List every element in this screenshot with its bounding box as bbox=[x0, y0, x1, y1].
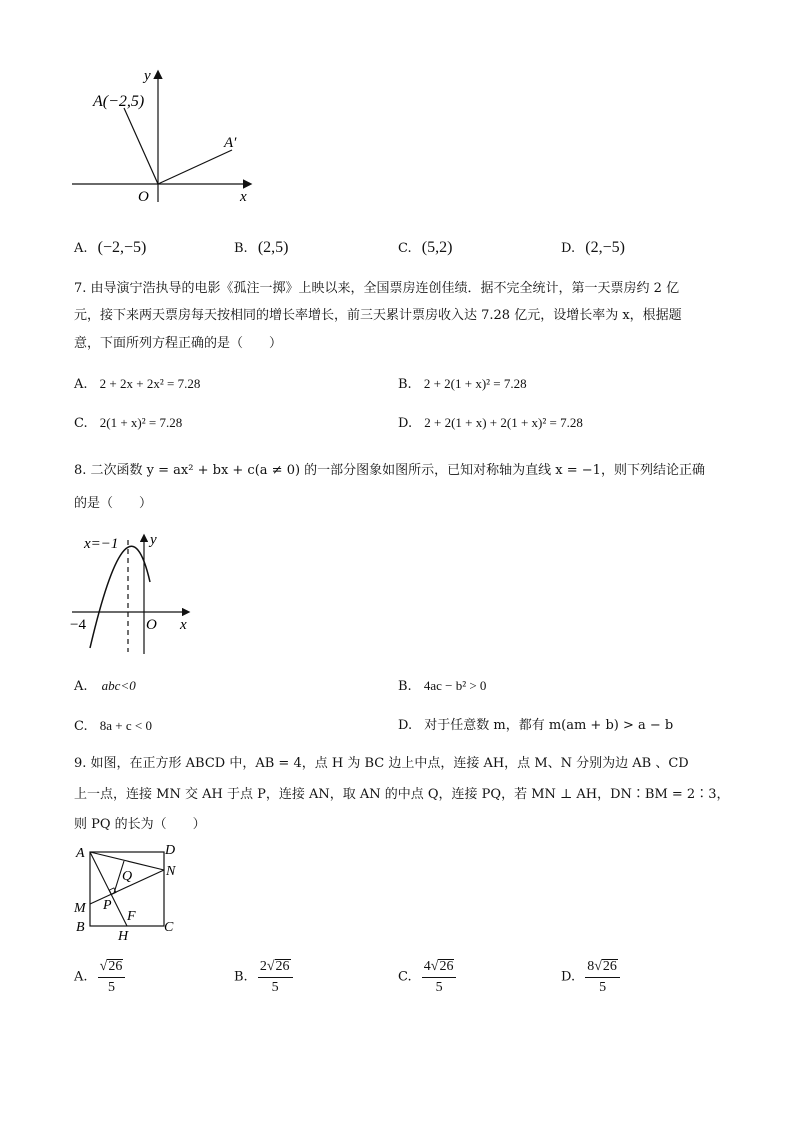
option-text: 2 + 2(1 + x)² = 7.28 bbox=[423, 376, 527, 391]
option-letter: A. bbox=[74, 241, 88, 256]
option-letter: B. bbox=[234, 969, 248, 985]
fraction-radicand: 26 bbox=[275, 959, 290, 974]
q8-label-y: y bbox=[150, 532, 157, 548]
fraction-radicand: 26 bbox=[108, 959, 123, 974]
fraction-denominator: 5 bbox=[435, 980, 443, 995]
q8-label-origin: O bbox=[146, 617, 157, 633]
option-text: 2 + 2(1 + x) + 2(1 + x)² = 7.28 bbox=[424, 415, 583, 430]
q9-label-d: D bbox=[165, 843, 176, 858]
q8-option-c[interactable] bbox=[74, 717, 152, 736]
q9-stem-line3: 则 PQ 的长为（ ） bbox=[74, 817, 206, 832]
q8-option-d[interactable] bbox=[398, 717, 673, 735]
q6-label-y: y bbox=[144, 68, 151, 84]
option-letter: D. bbox=[398, 718, 413, 733]
q9-label-q: Q bbox=[122, 869, 133, 884]
option-text: abc<0 bbox=[101, 678, 136, 693]
q7-stem-line1: 7. 由导演宁浩执导的电影《孤注一掷》上映以来，全国票房连创佳绩．据不完全统计，第一天票房约 2 亿 bbox=[74, 281, 680, 296]
option-fraction: $\frac{4√26}{5}$ bbox=[422, 958, 457, 997]
q7-option-b[interactable] bbox=[398, 375, 527, 394]
q6-figure bbox=[60, 60, 260, 210]
q9-label-f: F bbox=[127, 909, 136, 924]
option-letter: C. bbox=[74, 416, 88, 431]
option-fraction: $\frac{8√26}{5}$ bbox=[585, 958, 620, 997]
q8-parabola bbox=[90, 546, 150, 648]
q9-option-b[interactable] bbox=[234, 958, 293, 997]
q7-stem-line3: 意，下面所列方程正确的是（ ） bbox=[74, 336, 283, 351]
q9-segment-an bbox=[90, 852, 164, 870]
option-letter: D. bbox=[561, 969, 576, 985]
option-text: 8a + c < 0 bbox=[99, 718, 152, 733]
option-letter: A. bbox=[74, 969, 88, 985]
option-fraction: $\frac{√26}{5}$ bbox=[98, 958, 126, 997]
q6-option-d[interactable] bbox=[561, 239, 625, 258]
option-text: 对于任意数 m，都有 m(am + b) > a − b bbox=[424, 718, 674, 733]
q9-stem-line1: 9. 如图，在正方形 ABCD 中，AB = 4，点 H 为 BC 边上中点，连接 AH，点 M、N 分别为边 AB 、CD bbox=[74, 756, 689, 771]
fraction-coefficient: 8 bbox=[587, 959, 595, 974]
option-text: (2,−5) bbox=[585, 239, 625, 256]
q9-option-d[interactable] bbox=[561, 958, 620, 997]
option-letter: C. bbox=[398, 241, 412, 256]
q8-option-b[interactable] bbox=[398, 677, 486, 696]
q6-option-c[interactable] bbox=[398, 239, 452, 258]
q7-option-a[interactable] bbox=[74, 375, 200, 394]
q9-stem-line2: 上一点，连接 MN 交 AH 于点 P，连接 AN，取 AN 的中点 Q，连接 PQ，若 MN ⊥ AH，DN∶BM = 2∶3， bbox=[74, 787, 730, 802]
fraction-coefficient: 4 bbox=[423, 959, 431, 974]
q8-label-axis: x=−1 bbox=[84, 536, 119, 552]
q9-figure bbox=[68, 840, 188, 945]
option-letter: B. bbox=[398, 377, 412, 392]
option-letter: A. bbox=[74, 377, 88, 392]
option-letter: C. bbox=[74, 719, 88, 734]
q8-stem-line1: 8. 二次函数 y = ax² + bx + c(a ≠ 0) 的一部分图象如图所示，已知对称轴为直线 x = −1，则下列结论正确 bbox=[74, 463, 705, 478]
option-letter: D. bbox=[561, 241, 576, 256]
q9-option-a[interactable] bbox=[74, 958, 125, 997]
option-letter: D. bbox=[398, 416, 413, 431]
q7-option-c[interactable] bbox=[74, 414, 182, 433]
fraction-radicand: 26 bbox=[439, 959, 454, 974]
fraction-radicand: 26 bbox=[602, 959, 617, 974]
q9-label-c: C bbox=[164, 920, 174, 935]
option-fraction: $\frac{2√26}{5}$ bbox=[258, 958, 293, 997]
q6-label-a: A(−2,5) bbox=[93, 93, 145, 110]
option-text: 2 + 2x + 2x² = 7.28 bbox=[99, 376, 201, 391]
q7-option-d[interactable] bbox=[398, 414, 583, 433]
q6-segment-oa-prime bbox=[158, 150, 232, 184]
q9-label-b: B bbox=[76, 920, 85, 935]
q8-option-a[interactable] bbox=[74, 677, 136, 696]
q9-label-p: P bbox=[103, 898, 112, 913]
q6-segment-oa bbox=[124, 108, 158, 184]
option-letter: B. bbox=[234, 241, 248, 256]
option-text: 2(1 + x)² = 7.28 bbox=[99, 415, 183, 430]
q9-label-h: H bbox=[118, 929, 129, 944]
option-letter: C. bbox=[398, 969, 412, 985]
fraction-denominator: 5 bbox=[599, 980, 607, 995]
q6-label-a-prime: A′ bbox=[224, 135, 237, 151]
option-letter: A. bbox=[74, 679, 88, 694]
fraction-coefficient: 2 bbox=[259, 959, 267, 974]
option-text: 4ac − b² > 0 bbox=[423, 678, 487, 693]
q8-label-root: −4 bbox=[70, 617, 86, 633]
q6-option-a[interactable] bbox=[74, 239, 146, 258]
option-text: (5,2) bbox=[421, 239, 453, 256]
q6-option-b[interactable] bbox=[234, 239, 288, 258]
q8-label-x: x bbox=[180, 617, 187, 633]
q9-label-a: A bbox=[76, 846, 85, 861]
option-text: (2,5) bbox=[257, 239, 289, 256]
fraction-denominator: 5 bbox=[108, 980, 116, 995]
option-text: (−2,−5) bbox=[97, 239, 147, 256]
q8-figure bbox=[66, 528, 196, 658]
q7-stem-line2: 元，接下来两天票房每天按相同的增长率增长，前三天累计票房收入达 7.28 亿元，设增长率为 x，根据题 bbox=[74, 308, 682, 323]
fraction-denominator: 5 bbox=[271, 980, 279, 995]
q6-label-x: x bbox=[240, 189, 247, 205]
q9-label-n: N bbox=[166, 864, 176, 879]
q8-stem-line2: 的是（ ） bbox=[74, 496, 153, 511]
q6-label-origin: O bbox=[138, 189, 149, 205]
q9-option-c[interactable] bbox=[398, 958, 456, 997]
option-letter: B. bbox=[398, 679, 412, 694]
q9-label-m: M bbox=[74, 901, 86, 916]
